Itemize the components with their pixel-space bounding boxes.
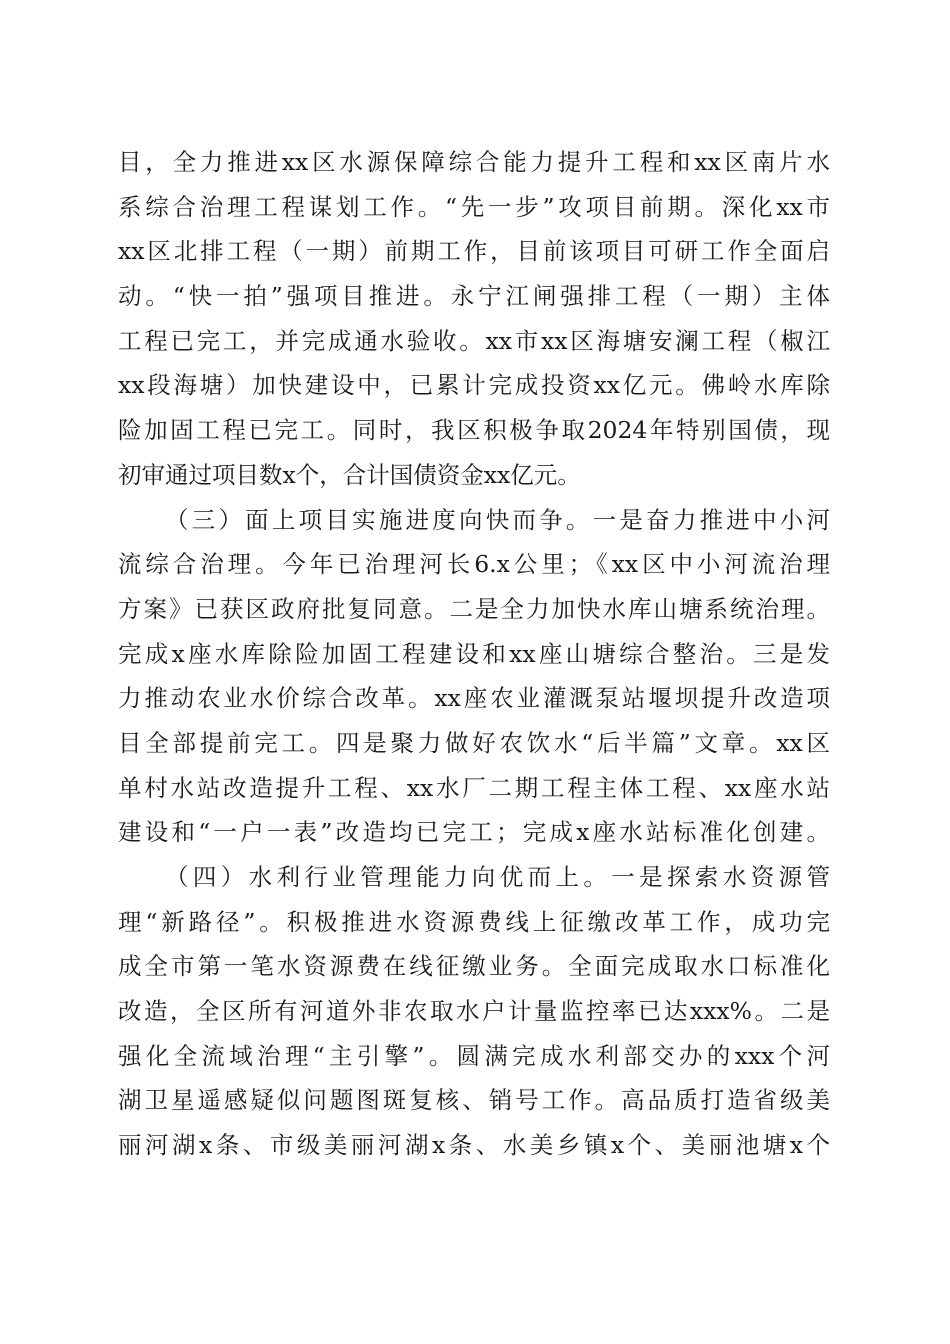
text-line: 丽河湖x条、市级美丽河湖x条、水美乡镇x个、美丽池塘x个 <box>118 1131 830 1160</box>
text-line: 动。“快一拍”强项目推进。永宁江闸强排工程（一期）主体 <box>118 282 830 311</box>
text-line: xx段海塘）加快建设中，已累计完成投资xx亿元。佛岭水库除 <box>118 371 830 400</box>
section-heading-line: （三）面上项目实施进度向快而争。一是奋力推进中小河 <box>165 505 830 534</box>
paragraph-section-4 <box>118 855 830 1168</box>
text-line: 成全市第一笔水资源费在线征缴业务。全面完成取水口标准化 <box>118 952 830 981</box>
text-line: 初审通过项目数x个，合计国债资金xx亿元。 <box>118 460 581 489</box>
text-line: 目全部提前完工。四是聚力做好农饮水“后半篇”文章。xx区 <box>118 728 830 757</box>
text-line: 单村水站改造提升工程、xx水厂二期工程主体工程、xx座水站 <box>118 773 830 802</box>
text-line: 建设和“一户一表”改造均已完工；完成x座水站标准化创建。 <box>118 818 830 847</box>
text-line: 完成x座水库除险加固工程建设和xx座山塘综合整治。三是发 <box>118 639 830 668</box>
text-line: 湖卫星遥感疑似问题图斑复核、销号工作。高品质打造省级美 <box>118 1086 830 1115</box>
text-line: 强化全流域治理“主引擎”。圆满完成水利部交办的xxx个河 <box>118 1041 830 1070</box>
text-line: 方案》已获区政府批复同意。二是全力加快水库山塘系统治理。 <box>118 594 830 623</box>
text-line: 系综合治理工程谋划工作。“先一步”攻项目前期。深化xx市 <box>118 192 830 221</box>
text-line: 目，全力推进xx区水源保障综合能力提升工程和xx区南片水 <box>118 148 830 176</box>
text-line: 理“新路径”。积极推进水资源费线上征缴改革工作，成功完 <box>118 907 830 936</box>
text-line: 改造，全区所有河道外非农取水户计量监控率已达xxx%。二是 <box>118 997 830 1026</box>
document-body <box>118 140 830 1168</box>
paragraph-section-3 <box>118 498 830 856</box>
section-heading-line: （四）水利行业管理能力向优而上。一是探索水资源管 <box>165 863 830 891</box>
text-line: 流综合治理。今年已治理河长6.x公里；《xx区中小河流治理 <box>118 550 830 579</box>
text-line: 力推动农业水价综合改革。xx座农业灌溉泵站堰坝提升改造项 <box>118 684 830 713</box>
text-line: xx区北排工程（一期）前期工作，目前该项目可研工作全面启 <box>118 237 830 266</box>
text-line: 工程已完工，并完成通水验收。xx市xx区海塘安澜工程（椒江 <box>118 326 830 355</box>
text-line: 险加固工程已完工。同时，我区积极争取2024年特别国债，现 <box>118 416 830 445</box>
paragraph-continued <box>118 140 830 498</box>
